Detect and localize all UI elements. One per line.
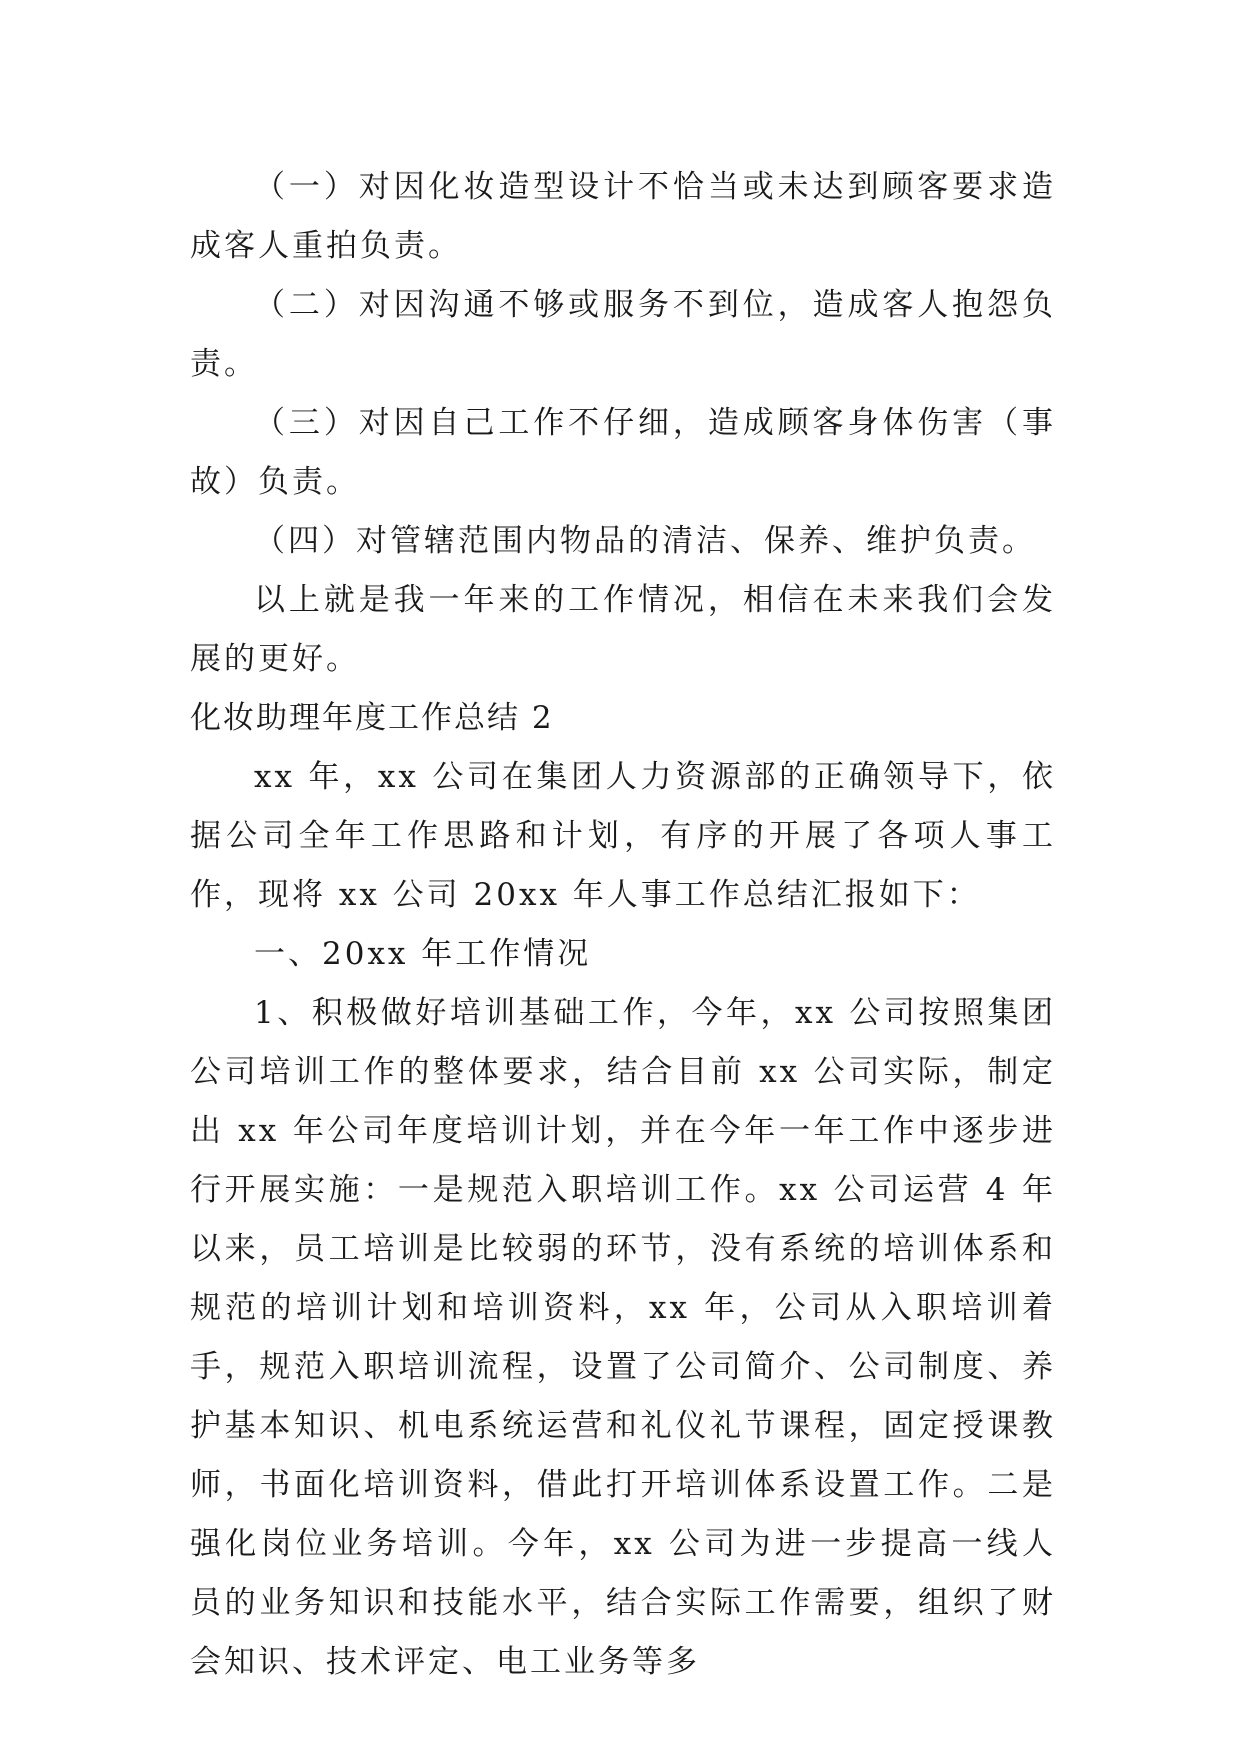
paragraph-item-2: （二）对因沟通不够或服务不到位，造成客人抱怨负责。 <box>190 287 1056 382</box>
paragraph-subheading: 一、20xx 年工作情况 <box>254 936 592 972</box>
paragraph-item-3: （三）对因自己工作不仔细，造成顾客身体伤害（事故）负责。 <box>190 405 1056 500</box>
paragraph-intro: xx 年，xx 公司在集团人力资源部的正确领导下，依据公司全年工作思路和计划，有序的开展了各项人事工作，现将 xx 公司 20xx 年人事工作总结汇报如下： <box>190 759 1056 913</box>
paragraph-item-1: （一）对因化妆造型设计不恰当或未达到顾客要求造成客人重拍负责。 <box>190 169 1056 264</box>
document-body <box>190 158 1056 1692</box>
paragraph-training: 1、积极做好培训基础工作，今年，xx 公司按照集团公司培训工作的整体要求，结合目前 xx 公司实际，制定出 xx 年公司年度培训计划，并在今年一年工作中逐步进行开展实施：一是规范入职培训工作。xx 公司运营 4 年以来，员工培训是比较弱的环节，没有系统的培训体系和规范的培训计划和培训资料，xx 年，公司从入职培训着手，规范入职培训流程，设置了公司简介、公司制度、养护基本知识、机电系统运营和礼仪礼节课程，固定授课教师，书面化培训资料，借此打开培训体系设置工作。二是强化岗位业务培训。今年，xx 公司为进一步提高一线人员的业务知识和技能水平，结合实际工作需要，组织了财会知识、技术评定、电工业务等多 <box>190 995 1056 1680</box>
paragraph-closing: 以上就是我一年来的工作情况，相信在未来我们会发展的更好。 <box>190 582 1056 677</box>
section-title: 化妆助理年度工作总结 2 <box>190 700 554 736</box>
paragraph-item-4: （四）对管辖范围内物品的清洁、保养、维护负责。 <box>254 523 1036 559</box>
